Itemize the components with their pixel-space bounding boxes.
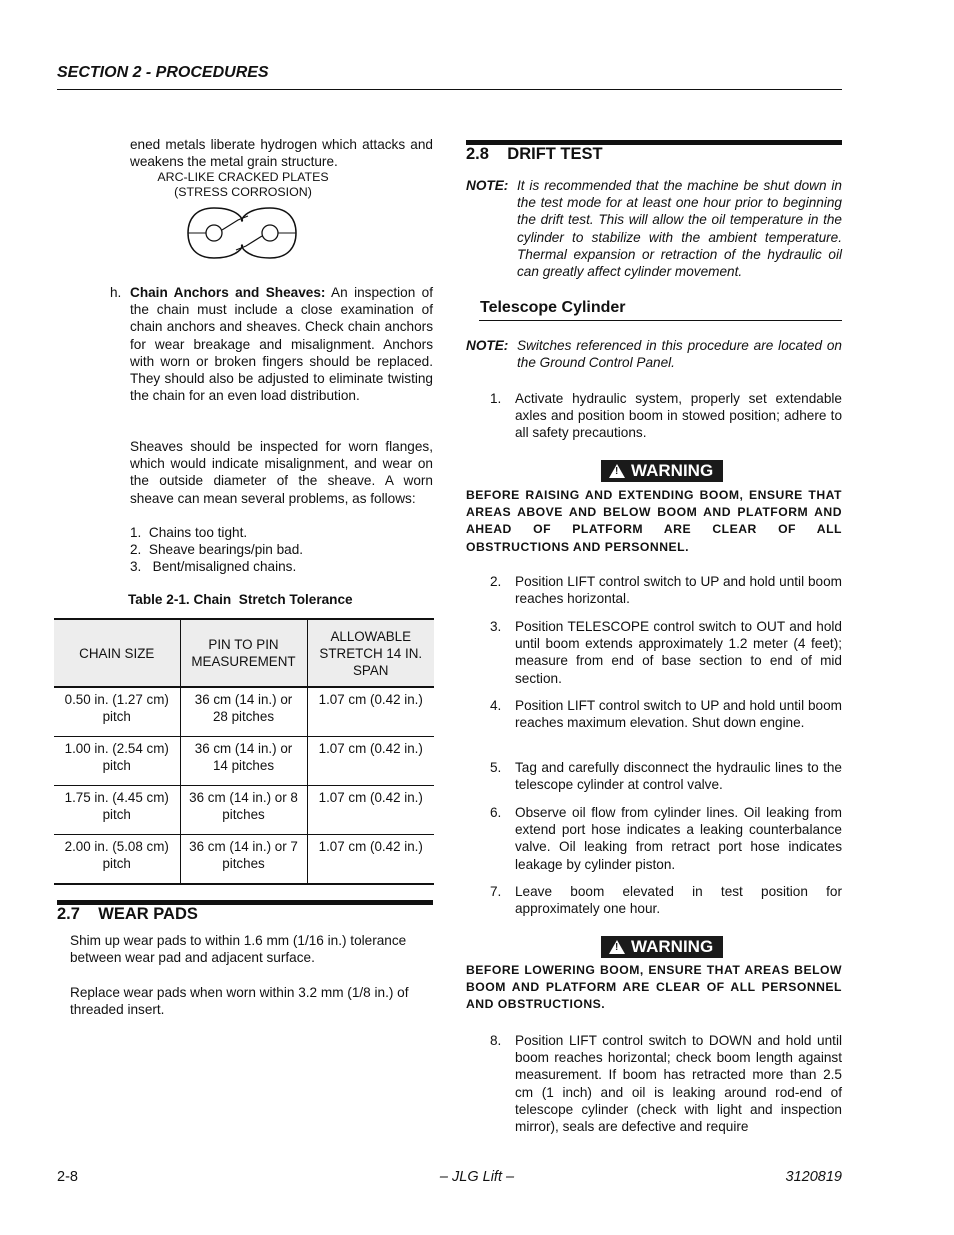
sheave-problem-list [130, 524, 433, 576]
step-7 [490, 883, 842, 917]
cell-chain-size: 1.75 in. (4.45 cm) pitch [54, 786, 180, 835]
item-h-letter: h. [110, 285, 122, 300]
step-5 [490, 759, 842, 793]
step-number: 6. [490, 805, 502, 820]
cell-chain-size: 0.50 in. (1.27 cm) pitch [54, 687, 180, 737]
chain-stretch-table [54, 618, 434, 885]
cell-chain-size: 1.00 in. (2.54 cm) pitch [54, 737, 180, 786]
header-pin-to-pin: PIN TO PIN MEASUREMENT [180, 620, 307, 687]
page-number: 2-8 [57, 1169, 78, 1185]
figure-label-line2: (STRESS CORROSION) [174, 185, 312, 199]
cell-allowable-stretch: 1.07 cm (0.42 in.) [307, 687, 434, 737]
warning-text: BEFORE LOWERING BOOM, ENSURE THAT AREAS BELOW BOOM AND PLATFORM ARE CLEAR OF ALL PERSONNEL AND OBSTRUCTIONS. [466, 963, 842, 1012]
note-text: Switches referenced in this procedure are located on the Ground Control Panel. [517, 338, 842, 371]
table-row [54, 687, 434, 737]
figure-label [140, 170, 346, 200]
warning-icon: ! [609, 940, 625, 954]
step-text: Leave boom elevated in test position for approximately one hour. [515, 884, 842, 917]
step-text: Activate hydraulic system, properly set extendable axles and position boom in stowed position; adhere to all safety precautions. [515, 391, 842, 441]
cell-allowable-stretch: 1.07 cm (0.42 in.) [307, 737, 434, 786]
step-6 [490, 804, 842, 873]
step-number: 8. [490, 1033, 502, 1048]
note-drift-test [466, 177, 842, 281]
cell-pin-to-pin: 36 cm (14 in.) or 8 pitches [180, 786, 307, 835]
step-4 [490, 697, 842, 749]
cell-allowable-stretch: 1.07 cm (0.42 in.) [307, 786, 434, 835]
step-number: 4. [490, 698, 502, 713]
header-rule [57, 89, 842, 90]
item-h-text: An inspection of the chain must include a close examination of chain anchors and sheaves. Check chain anchors for wear breakage and misalignment. Anchors with worn or broken fingers should be replaced. They should also be adjusted to eliminate twisting the chain for an even load distribution. [130, 285, 433, 404]
telescope-cylinder-heading: Telescope Cylinder [480, 299, 626, 316]
warning-badge-label: WARNING [631, 937, 714, 956]
cell-pin-to-pin: 36 cm (14 in.) or 14 pitches [180, 737, 307, 786]
warning-badge [601, 936, 723, 958]
warning-text: BEFORE RAISING AND EXTENDING BOOM, ENSURE THAT AREAS ABOVE AND BELOW BOOM AND PLATFORM AND AHEAD OF PLATFORM ARE CLEAR OF ALL OBSTRUCTIONS AND PERSONNEL. [466, 488, 842, 554]
drift-test-heading: 2.8 DRIFT TEST [466, 145, 603, 163]
step-2 [490, 573, 842, 607]
step-number: 1. [490, 391, 502, 406]
table-caption: Table 2-1. Chain Stretch Tolerance [128, 592, 353, 607]
list-item: 2. Sheave bearings/pin bad. [130, 542, 304, 558]
list-item: 1. Chains too tight. [130, 525, 248, 540]
step-number: 7. [490, 884, 502, 899]
note-text: It is recommended that the machine be shut down in the test mode for at least one hour prior to beginning the drift test. This will allow the oil temperature in the cylinder to stabilize with the ambient temperature. Thermal expansion or retraction of the hydraulic oil can greatly affect cylinder movement. [517, 178, 842, 280]
step-number: 3. [490, 619, 502, 634]
step-8 [490, 1032, 842, 1136]
table-header-row [54, 620, 434, 687]
telescope-cylinder-rule [479, 320, 842, 321]
note-switches [466, 337, 842, 373]
header-chain-size: CHAIN SIZE [54, 620, 180, 687]
note-label: NOTE: [466, 178, 509, 193]
wear-pads-paragraph-2: Replace wear pads when worn within 3.2 mm (1/8 in.) of threaded insert. [70, 985, 409, 1018]
step-text: Position LIFT control switch to UP and hold until boom reaches maximum elevation. Shut down engine. [515, 698, 842, 731]
document-number: 3120819 [785, 1169, 842, 1185]
intro-paragraph: ened metals liberate hydrogen which attacks and weakens the metal grain structure. [130, 137, 433, 170]
step-text: Observe oil flow from cylinder lines. Oil leaking from extend port hose indicates a leaking counterbalance valve. Oil leaking from retract port hose indicates leakage by cylinder piston. [515, 805, 842, 872]
warning-icon: ! [609, 464, 625, 478]
step-number: 5. [490, 760, 502, 775]
figure-label-line1: ARC-LIKE CRACKED PLATES [157, 170, 329, 184]
cell-pin-to-pin: 36 cm (14 in.) or 28 pitches [180, 687, 307, 737]
step-number: 2. [490, 574, 502, 589]
wear-pads-heading: 2.7 WEAR PADS [57, 905, 198, 923]
item-h-paragraph [130, 284, 433, 404]
step-1 [490, 390, 842, 442]
sheaves-paragraph: Sheaves should be inspected for worn flanges, which would indicate misalignment, and wear on the outside diameter of the sheave. A worn sheave can mean several problems, as follows: [130, 439, 433, 506]
item-h-title: Chain Anchors and Sheaves: [130, 285, 326, 300]
header-allowable-stretch: ALLOWABLE STRETCH 14 IN. SPAN [307, 620, 434, 687]
note-label: NOTE: [466, 338, 509, 353]
step-text: Position LIFT control switch to UP and hold until boom reaches horizontal. [515, 574, 842, 607]
step-text: Position TELESCOPE control switch to OUT and hold until boom extends approximately 1.2 meter (4 feet); measure from end of base section to end of mid section. [515, 619, 842, 686]
cell-pin-to-pin: 36 cm (14 in.) or 7 pitches [180, 835, 307, 884]
section-header: SECTION 2 - PROCEDURES [57, 64, 269, 81]
footer-center: – JLG Lift – [439, 1169, 515, 1185]
warning-badge [601, 460, 723, 482]
list-item: 3. Bent/misaligned chains. [130, 559, 297, 575]
step-text: Tag and carefully disconnect the hydraulic lines to the telescope cylinder at control valve. [515, 760, 842, 793]
table-row [54, 786, 434, 835]
table-row [54, 835, 434, 884]
cell-chain-size: 2.00 in. (5.08 cm) pitch [54, 835, 180, 884]
step-text: Position LIFT control switch to DOWN and hold until boom reaches horizontal; check boom length against measurement. If boom has retracted more than 2.5 cm (1 inch) and oil is leaking around rod-end of telescope cylinder (check with light and inspection mirror), seals are defective and require [515, 1033, 842, 1135]
cell-allowable-stretch: 1.07 cm (0.42 in.) [318, 839, 423, 854]
chain-link-illustration [184, 204, 300, 262]
warning-badge-label: WARNING [631, 461, 714, 480]
step-3 [490, 618, 842, 687]
table-row [54, 737, 434, 786]
wear-pads-paragraph-1: Shim up wear pads to within 1.6 mm (1/16 in.) tolerance between wear pad and adjacent surface. [70, 933, 407, 966]
